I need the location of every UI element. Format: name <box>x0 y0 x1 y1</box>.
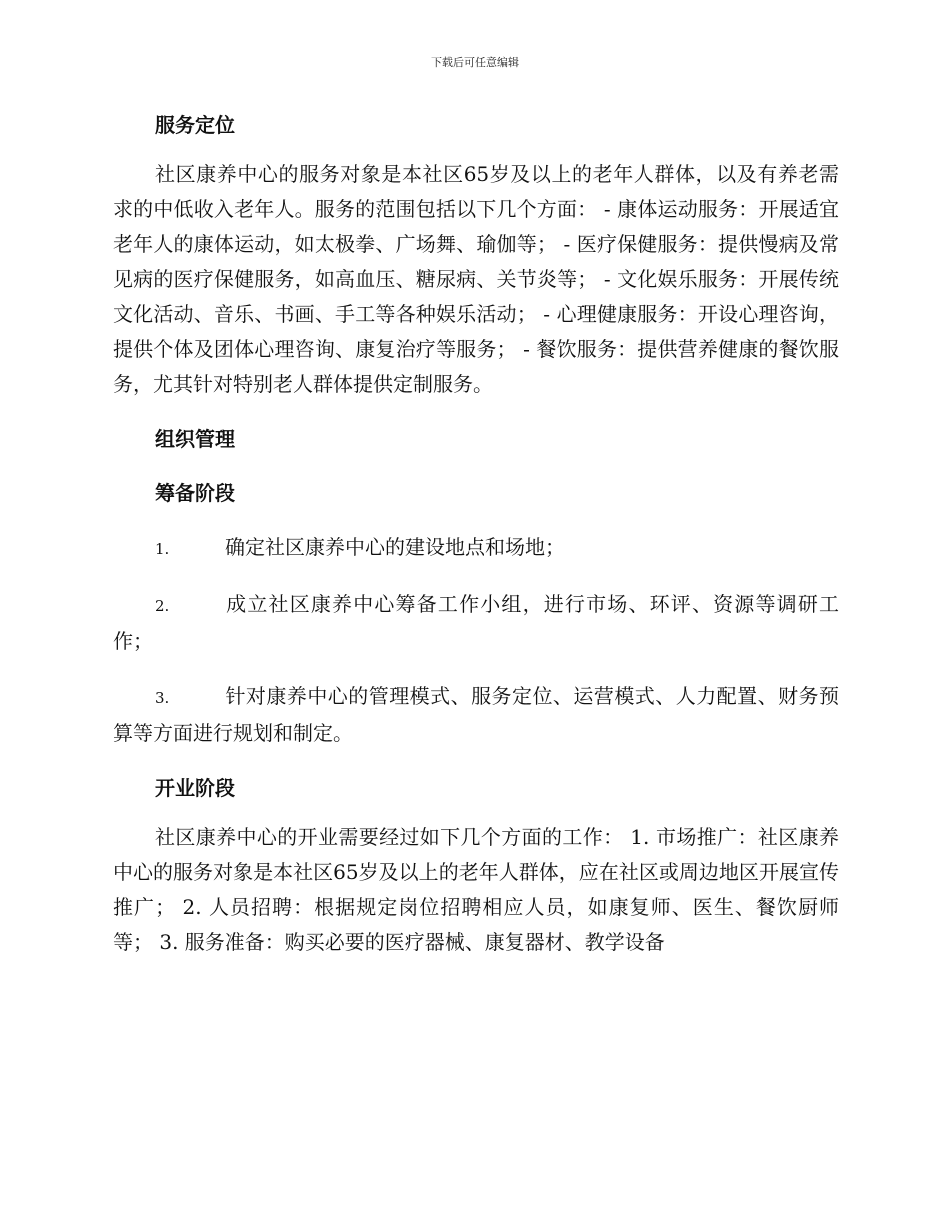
list-item-number: 1. <box>155 540 170 558</box>
list-item-text: 成立社区康养中心筹备工作小组，进行市场、环评、资源等调研工作； <box>113 592 839 653</box>
list-item-text: 针对康养中心的管理模式、服务定位、运营模式、人力配置、财务预算等方面进行规划和制定。 <box>113 684 839 745</box>
heading-opening-stage: 开业阶段 <box>155 776 235 800</box>
list-item <box>113 587 839 659</box>
paragraph-opening-stage: 社区康养中心的开业需要经过如下几个方面的工作： 1. 市场推广：社区康养中心的服务对象是本社区65岁及以上的老年人群体，应在社区或周边地区开展宣传推广； 2. 人员招聘：根据规定岗位招聘相应人员，如康复师、医生、餐饮厨师等； 3. 服务准备：购买必要的医疗器械、康复器材、教学设备 <box>113 825 839 954</box>
list-item-number: 2. <box>155 597 170 615</box>
list-item <box>113 679 839 751</box>
list-item-text: 确定社区康养中心的建设地点和场地； <box>225 535 565 559</box>
list-item-number: 3. <box>155 689 170 707</box>
paragraph-service-positioning: 社区康养中心的服务对象是本社区65岁及以上的老年人群体，以及有养老需求的中低收入老年人。服务的范围包括以下几个方面： - 康体运动服务：开展适宜老年人的康体运动，如太极拳、广场舞、瑜伽等； - 医疗保健服务：提供慢病及常见病的医疗保健服务，如高血压、糖尿病、关节炎等； - 文化娱乐服务：开展传统文化活动、音乐、书画、手工等各种娱乐活动； - 心理健康服务：开设心理咨询，提供个体及团体心理咨询、康复治疗等服务； - 餐饮服务：提供营养健康的餐饮服务，尤其针对特别老人群体提供定制服务。 <box>113 162 839 396</box>
heading-organization-management: 组织管理 <box>155 427 235 451</box>
list-item <box>113 530 839 567</box>
heading-preparation-stage: 筹备阶段 <box>155 481 235 505</box>
heading-service-positioning: 服务定位 <box>155 113 235 137</box>
document-body <box>113 108 839 960</box>
header-note: 下载后可任意编辑 <box>431 56 519 69</box>
